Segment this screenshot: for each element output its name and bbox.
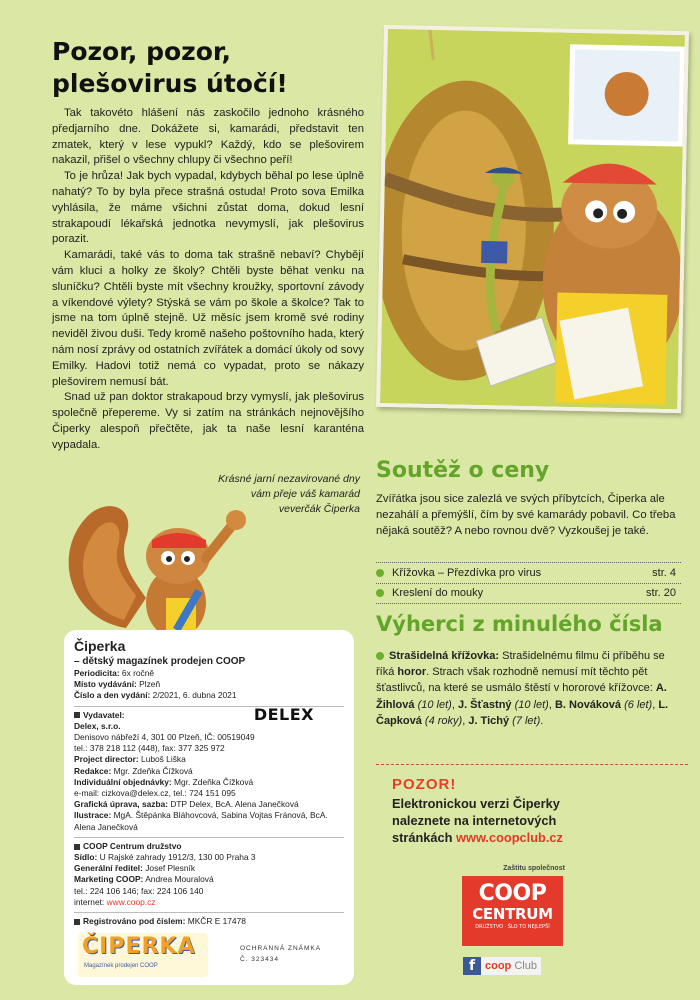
intro-article [52, 106, 364, 454]
bullet-icon [376, 589, 384, 597]
notice-text: Elektronickou verzi Čiperky naleznete na internetových stránkách www.coopclub.cz [392, 796, 563, 845]
contest-page: str. 4 [652, 567, 676, 579]
page-title [52, 36, 352, 100]
coop-label-row: COOP Centrum družstvo [74, 841, 344, 852]
article-paragraph: To je hrůza! Jak bych vypadal, kdybych běhal po lese úplně nahatý? To by byla přece strašná ostuda! Proto sova Emilka vyhlásila, že máme všichni zůstat doma, dokud lesní strakapoudí lékařská jednotka nevymyslí, jak plešovirus porazit. [52, 170, 364, 246]
orders-contact: e-mail: cizkova@delex.cz, tel.: 724 151 095 [74, 788, 236, 799]
title-line-1: Pozor, pozor, [52, 37, 232, 66]
trademark-note: OCHRANNÁ ZNÁMKA Č. 323434 [240, 945, 322, 964]
illustration-row: Ilustrace: MgA. Štěpánka Bláhovcová, Sabina Vojtas Fránová, BcA. Alena Janečková [74, 810, 328, 832]
ciperka-logo [78, 933, 208, 977]
magazine-subtitle: – dětský magazínek prodejen COOP [74, 656, 246, 667]
greeting-line: Krásné jarní nezavirované dny [218, 473, 360, 485]
place-row: Místo vydávání: Plzeň [74, 679, 161, 690]
editor-row: Redakce: Mgr. Zdeňka Čížková [74, 765, 193, 776]
director-row: Generální ředitel: Josef Plesník [74, 863, 196, 874]
publisher-name: Delex, s.r.o. [74, 720, 121, 731]
article-paragraph: Tak takovéto hlášení nás zaskočilo jednoho krásného předjarního dne. Dokážete si, kamarádi, představit ten zmatek, který v lese vypukl? Každý, kdo se plešovirem nakazil, přišel o všechny chlupy či všechno peří! [52, 107, 364, 167]
publisher-address: Denisovo nábřeží 4, 301 00 Plzeň, IČ: 00519049 [74, 732, 255, 743]
hero-illustration [376, 25, 689, 413]
ciperka-logo-sub: Magazínek prodejen COOP [84, 963, 158, 970]
social-row [463, 957, 541, 975]
publisher-label-row: Vydavatel: [74, 710, 344, 721]
squirrel-mascot [56, 488, 266, 638]
contest-text: Zvířátka jsou sice zalezlá ve svých příbytcích, Čiperka ale nezahálí a přemýšlí, čím by své kamarády pobavil. Co třeba nějaká soutěž? A nebo rovnou dvě? Vyzkoušej je také. [376, 493, 676, 537]
contest-item: Křížovka – Přezdívka pro virus str. 4 [376, 567, 676, 579]
contest-page: str. 20 [646, 587, 676, 599]
periodicity-row: Periodicita: 6x ročně [74, 668, 155, 678]
publisher-phone: tel.: 378 218 112 (448), fax: 377 325 972 [74, 743, 225, 754]
facebook-icon[interactable]: f [463, 957, 481, 975]
greeting-line: veverčák Čiperka [278, 503, 360, 515]
contest-heading: Soutěž o ceny [376, 458, 550, 483]
bullet-icon [376, 652, 384, 660]
delex-logo: DELEX [253, 704, 314, 724]
coop-website-link[interactable]: www.coop.cz [106, 896, 156, 907]
contest-item: Kreslení do mouky str. 20 [376, 587, 676, 599]
registration-row: Registrováno pod číslem: MKČR E 17478 [74, 916, 344, 927]
article-paragraph: Snad už pan doktor strakapoud brzy vymyslí, jak plešovirus společně přepereme. Vy si zatím na stránkách nejnovějšího Čiperky alespoň přečtěte, jak ta naše lesní karanténa vypadala. [52, 391, 364, 451]
notice-title: POZOR! [392, 776, 457, 793]
coop-centrum-logo: COOP CENTRUM DRUŽSTVO · ŠLO TO NEJLEPŠÍ [462, 876, 563, 946]
winners-text: Strašidelná křížovka: Strašidelnému filmu či příběhu se říká horor. Strach však rozhodně nemusí mít těchto pět šťastlivců, na které se usmálo štěstí v hororové křížovce: A. Žihlová (10 let), J. Šťastný (10 let), B. Nováková (6 let), L. Čapková (4 roky), J. Tichý (7 let). [376, 650, 669, 727]
orders-row: Individuální objednávky: Mgr. Zdeňka Čížková [74, 776, 254, 787]
project-director-row: Project director: Luboš Liška [74, 754, 186, 765]
magazine-name: Čiperka [74, 638, 126, 654]
bullet-icon [376, 569, 384, 577]
winners-heading: Výherci z minulého čísla [376, 612, 663, 636]
issue-row: Číslo a den vydání: 2/2021, 6. dubna 2021 [74, 690, 237, 701]
imprint-box [64, 630, 354, 985]
coop-internet-row: internet: www.coop.cz [74, 896, 156, 907]
greeting-line: vám přeje váš kamarád [250, 488, 360, 500]
graphics-row: Grafická úprava, sazba: DTP Delex, BcA. Alena Janečková [74, 799, 299, 810]
coop-club-logo[interactable]: coop Club [481, 957, 541, 975]
marketing-row: Marketing COOP: Andrea Mouralová [74, 874, 214, 885]
coopclub-link[interactable]: www.coopclub.cz [456, 830, 563, 845]
coop-phone: tel.: 224 106 146; fax: 224 106 140 [74, 885, 204, 896]
title-line-2: plešovirus útočí! [52, 69, 288, 98]
seat-row: Sídlo: U Rajské zahrady 1912/3, 130 00 Praha 3 [74, 852, 256, 863]
ciperka-logo-text: ČIPERKA [82, 934, 196, 960]
article-paragraph: Kamarádi, také vás to doma tak strašně nebaví? Chybějí vám kluci a holky ze školy? Chtěli byste běhat venku na sluníčku? Chtěli byste mít všechny kroužky, sportovní závody a víkendové výlety? Stýská se vám po škole a školce? Tak to jsme na tom úplně stejně. Už měsíc jsem kromě své rodiny neviděl živou duši. Tedy kromě našeho poštovního hada, který nám nosí zprávy od ostatních zvířátek a domácí úkoly od sovy Emilky. Hadovi totiž nemá co vypadat, proto se nákazy plešovirem nemusí bát. [52, 249, 364, 388]
squirrel-tree-illustration [380, 29, 689, 413]
squirrel-mascot-drawing [56, 488, 266, 638]
partner-label: Zaštitu společnost [503, 865, 565, 872]
